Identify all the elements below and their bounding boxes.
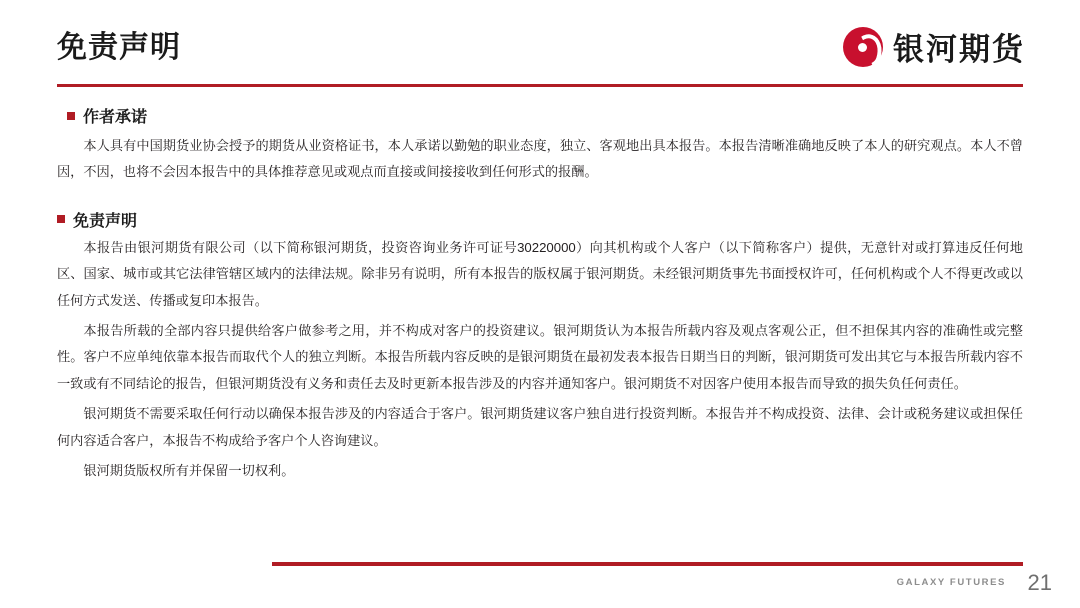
- paragraph: 本人具有中国期货业协会授予的期货从业资格证书，本人承诺以勤勉的职业态度，独立、客观地出具本报告。本报告清晰准确地反映了本人的研究观点。本人不曾因，不因，也将不会因本报告中的具体推荐意见或观点而直接或间接接收到任何形式的报酬。: [57, 138, 1023, 180]
- paragraph: 本报告所载的全部内容只提供给客户做参考之用，并不构成对客户的投资建议。银河期货认为本报告所载内容及观点客观公正，但不担保其内容的准确性或完整性。客户不应单纯依靠本报告而取代个人的独立判断。本报告所载内容反映的是银河期货在最初发表本报告日期当日的判断，银河期货可发出其它与本报告所载内容不一致或有不同结论的报告，但银河期货没有义务和责任去及时更新本报告涉及的内容并通知客户。银河期货不对因客户使用本报告而导致的损失负任何责任。: [57, 323, 1023, 391]
- section-heading: [57, 208, 1023, 231]
- page-number: 21: [1027, 570, 1052, 595]
- section-heading-label: 作者承诺: [83, 109, 148, 126]
- page-header: [0, 0, 1080, 86]
- header-divider: [57, 84, 1023, 87]
- galaxy-logo-icon: [843, 27, 883, 67]
- paragraph: 本报告由银河期货有限公司（以下简称银河期货，投资咨询业务许可证号30220000）向其机构或个人客户（以下简称客户）提供，无意针对或打算违反任何地区、国家、城市或其它法律管辖区域内的法律法规。除非另有说明，所有本报告的版权属于银河期货。未经银河期货事先书面授权许可，任何机构或个人不得更改或以任何方式发送、传播或复印本报告。: [57, 239, 1023, 308]
- footer-brand-latin: GALAXY FUTURES: [896, 577, 1006, 588]
- disclaimer-body: [57, 104, 1023, 486]
- section-author-commitment: [57, 104, 1023, 186]
- brand-logo: [843, 24, 1025, 69]
- brand-name: 银河期货: [893, 32, 1025, 67]
- section-disclaimer: [57, 208, 1023, 485]
- square-bullet-icon: [57, 215, 65, 223]
- paragraph: 银河期货版权所有并保留一切权利。: [83, 463, 295, 479]
- section-heading: [67, 104, 1023, 127]
- page-title: 免责声明: [57, 31, 181, 64]
- section-heading-label: 免责声明: [73, 212, 138, 230]
- footer-divider: [272, 562, 1023, 566]
- paragraph: 银河期货不需要采取任何行动以确保本报告涉及的内容适合于客户。银河期货建议客户独自进行投资判断。本报告并不构成投资、法律、会计或税务建议或担保任何内容适合客户，本报告不构成给予客户个人咨询建议。: [57, 406, 1023, 448]
- square-bullet-icon: [67, 112, 75, 120]
